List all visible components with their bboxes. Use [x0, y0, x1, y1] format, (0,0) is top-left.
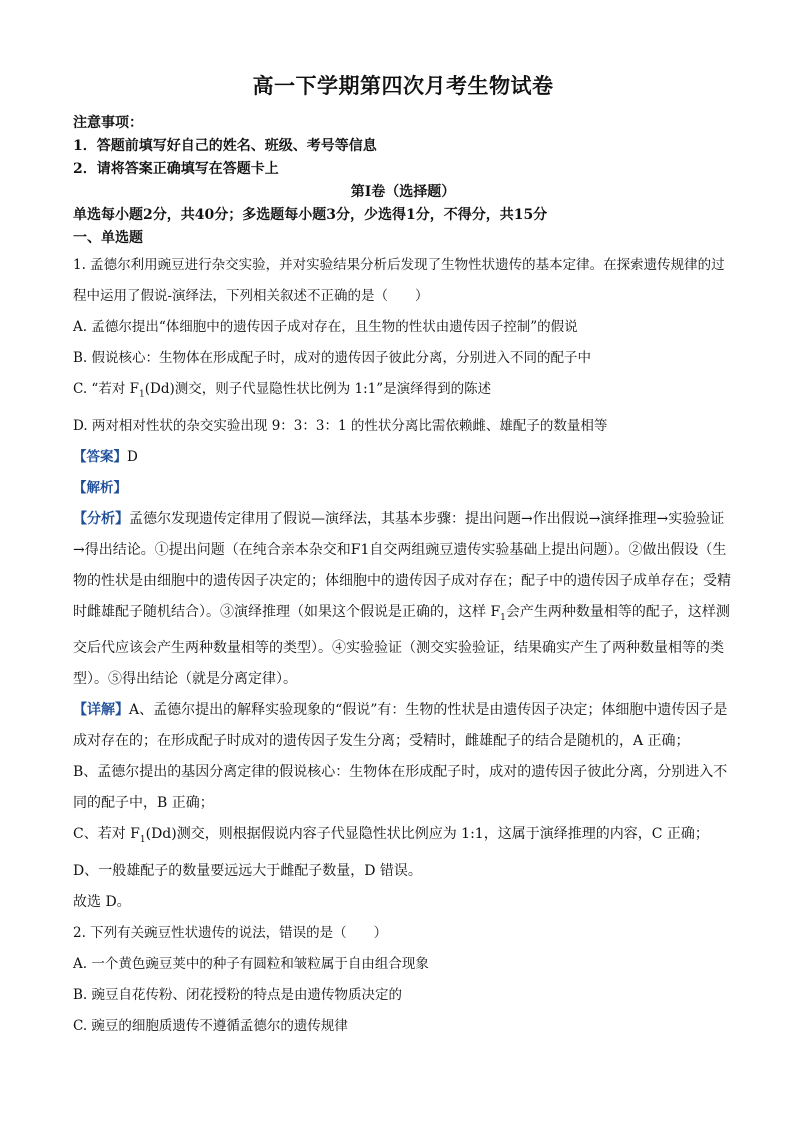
analysis-fenxi: 【分析】孟德尔发现遗传定律用了假说—演绎法，其基本步骤：提出问题→作出假说→演绎推理→实验验证→得出结论。①提出问题（在纯合亲本杂交和F1自交两组豌豆遗传实验基础上提出问题）。②做出假设（生物的性状是由细胞中的遗传因子决定的；体细胞中的遗传因子成对存在；配子中的遗传因子成单存在；受精时雌雄配子随机结合）。③演绎推理（如果这个假说是正确的，这样 $F_1$会产生两种数量相等的配子，这样测交后代应该会产生两种数量相等的类型）。④实验验证（测交实验验证，结果确实产生了两种数量相等的类型）。⑤得出结论（就是分离定律）。 — [73, 510, 731, 688]
analysis-detail: D、一般雄配子的数量要远远大于雌配子数量，D 错误。 — [73, 863, 422, 880]
option-b: B. 豌豆自花传粉、闭花授粉的特点是由遗传物质决定的 — [73, 987, 403, 1004]
question-stem: 1. 孟德尔利用豌豆进行杂交实验，并对实验结果分析后发现了生物性状遗传的基本定律。在探索遗传规律的过程中运用了假说-演绎法，下列相关叙述不正确的是（ ） — [73, 257, 725, 304]
note-item: 1．答题前填写好自己的姓名、班级、考号等信息 — [73, 138, 377, 154]
conclusion: 故选 D。 — [73, 894, 131, 911]
page-title: 高一下学期第四次月考生物试卷 — [252, 73, 554, 98]
option-c: C. 豌豆的细胞质遗传不遵循孟德尔的遗传规律 — [73, 1018, 348, 1035]
exam-page — [73, 70, 733, 1042]
question-2 — [73, 918, 733, 1042]
option-d: D. 两对相对性状的杂交实验出现 9：3：3：1 的性状分离比需依赖雌、雄配子的数量相等 — [73, 417, 608, 434]
question-stem: 2. 下列有关豌豆性状遗传的说法，错误的是（ ） — [73, 925, 388, 942]
analysis-tag: 【解析】 — [73, 479, 127, 496]
analysis-detail: 【详解】A、孟德尔提出的解释实验现象的“假说”有：生物的性状是由遗传因子决定；体细胞中遗传因子是成对存在的；在形成配子时成对的遗传因子发生分离；受精时，雌雄配子的结合是随机的，A 正确； — [73, 702, 728, 750]
analysis-detail: C、若对 $F_1(Dd)$测交，则根据假说内容子代显隐性状比例应为 1:1，这属于演绎推理的内容，C 正确； — [73, 826, 709, 846]
volume-title: 第Ⅰ卷（选择题） — [350, 184, 456, 200]
notes-heading: 注意事项： — [73, 115, 143, 131]
analysis-detail: B、孟德尔提出的基因分离定律的假说核心：生物体在形成配子时，成对的遗传因子彼此分离，分别进入不同的配子中，B 正确； — [73, 764, 728, 812]
note-item: 2．请将答案正确填写在答题卡上 — [73, 161, 279, 177]
section-heading: 一、单选题 — [73, 230, 143, 246]
question-1 — [73, 250, 733, 918]
option-c: C. “若对 $F_1(Dd)$测交，则子代显隐性状比例为 1:1”是演绎得到的陈述 — [73, 381, 492, 400]
option-a: A. 孟德尔提出“体细胞中的遗传因子成对存在，且生物的性状由遗传因子控制”的假说 — [73, 319, 578, 335]
scoring-rules: 单选每小题2分，共40分；多选题每小题3分，少选得1分，不得分，共15分 — [73, 207, 548, 223]
answer: 【答案】D — [73, 448, 138, 465]
answer-tag: 【答案】 — [73, 448, 127, 465]
option-a: A. 一个黄色豌豆荚中的种子有圆粒和皱粒属于自由组合现象 — [73, 956, 429, 973]
option-b: B. 假说核心：生物体在形成配子时，成对的遗传因子彼此分离，分别进入不同的配子中 — [73, 350, 592, 366]
